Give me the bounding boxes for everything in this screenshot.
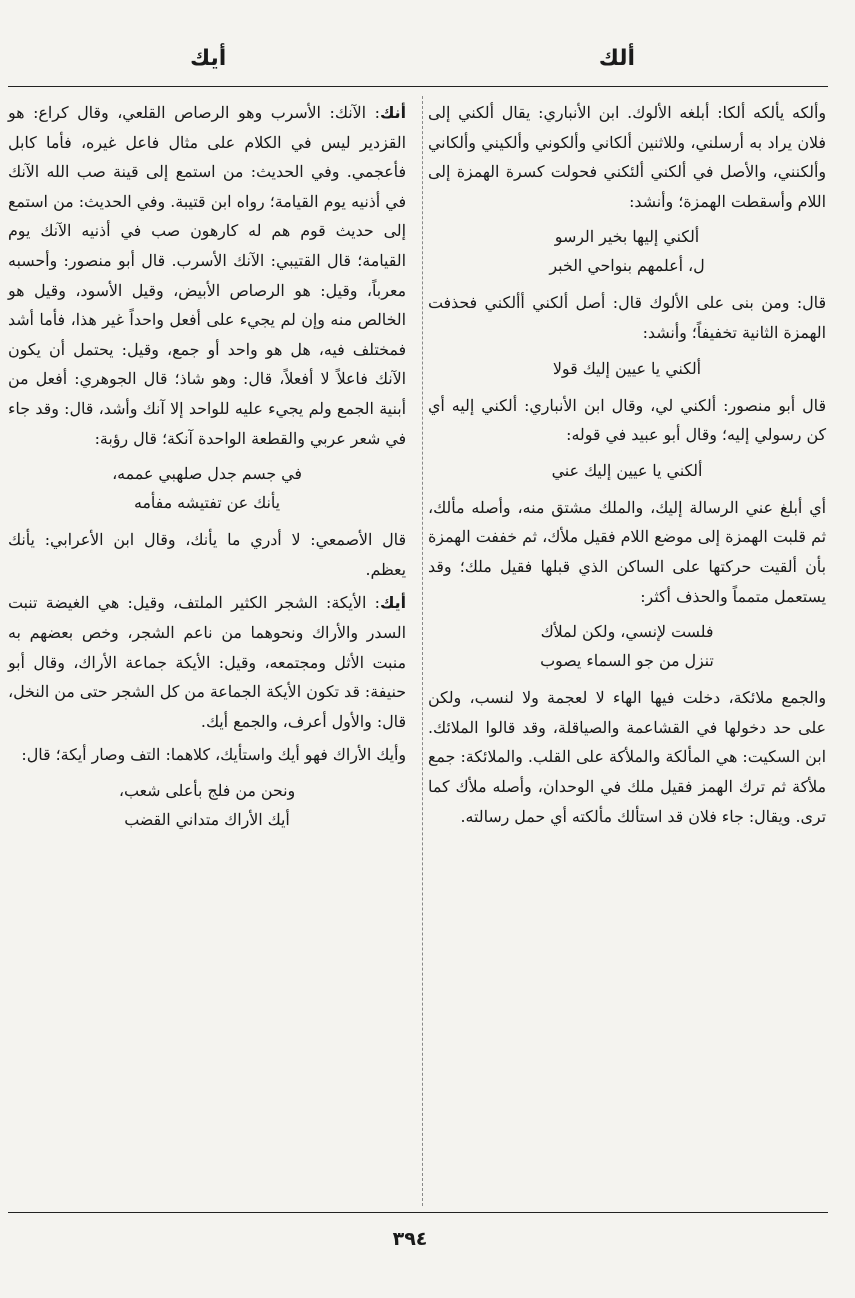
entry-headword: أنك	[379, 103, 406, 122]
verse-line: أيك الأراك متداني القضب	[124, 809, 290, 829]
verse-line: ألكني إليها بخير الرسو	[554, 227, 700, 247]
paragraph: قال أبو منصور: ألكني لي، وقال ابن الأنباري: ألكني إليه أي كن رسولي إليه؛ وقال أبو عبيد في قوله:	[428, 395, 826, 445]
verse	[428, 456, 826, 485]
verse	[428, 354, 826, 383]
paragraph: وأيك الأراك فهو أيك واستأيك، كلاهما: التف وصار أيكة؛ قال:	[21, 745, 406, 765]
entry-ayk	[8, 588, 406, 736]
page-header	[0, 40, 855, 80]
verse-line: تنزل من جو السماء يصوب	[540, 651, 714, 671]
entry-headword: أيك	[379, 593, 406, 613]
header-left-keyword: أيك	[190, 46, 227, 71]
header-rule	[8, 86, 828, 87]
left-column	[8, 98, 406, 842]
footer-rule	[8, 1212, 828, 1213]
entry-text: : الأيكة: الشجر الكثير الملتف، وقيل: هي الغيضة تنبت السدر والأراك ونحوهما من ناعم الشجر، وخص بعضهم به منبت الأثل ومجتمعه، وقيل: الأيكة جماعة الأراك، وقال أبو حنيفة: قد تكون الأيكة الجماعة من كل الشجر حتى من النخل، قال: والأول أعرف، والجمع أيك.	[8, 593, 406, 731]
verse-line: في جسم جدل صلهبي عممه،	[112, 464, 302, 484]
verse-line: فلست لإنسي، ولكن لملأك	[540, 622, 714, 642]
page-number: ٣٩٤	[392, 1228, 428, 1250]
entry-anak	[8, 98, 406, 453]
verse-line: ألكني يا عيين إليك عني	[551, 460, 703, 480]
column-divider	[422, 96, 423, 1206]
paragraph: وألكه يألكه ألكا: أبلغه الألوك. ابن الأنباري: يقال ألكني إلى فلان يراد به أرسلني، وللاثنين ألكاني وألكوني وألكيني وألكاني وألكنني، والأصل في ألكني ألئكني فحولت كسرة الهمزة إلى اللام وأسقطت الهمزة؛ وأنشد:	[428, 103, 826, 211]
verse-line: ونحن من فلج بأعلى شعب،	[118, 780, 296, 800]
paragraph: أي أبلغ عني الرسالة إليك، والملك مشتق منه، وأصله مألك، ثم قلبت الهمزة إلى موضع اللام فقيل ملأك، ثم خففت الهمزة بأن ألقيت حركتها على الساكن الذي قبلها فقيل ملك؛ وقد يستعمل متمماً والحذف أكثر:	[428, 497, 826, 606]
verse-line: ألكني يا عيين إليك قولا	[552, 358, 702, 378]
right-column	[428, 98, 826, 835]
verse	[428, 222, 826, 280]
paragraph: قال: ومن بنى على الألوك قال: أصل ألكني أألكني فحذفت الهمزة الثانية تخفيفاً؛ وأنشد:	[428, 293, 826, 342]
entry-text: : الآنك: الأسرب وهو الرصاص القلعي، وقال كراع: هو القزدير ليس في الكلام على مثال فاعل غيره، فأما كابل فأعجمي. وفي الحديث: من استمع إلى قينة صب الله الآنك في أذنيه يوم القيامة؛ رواه ابن قتيبة. وفي الحديث: من استمع إلى حديث قوم هم له كارهون صب في أذنيه الآنك يوم القيامة؛ قال القتيبي: الآنك الأسرب. قال أبو منصور: وأحسبه معرباً، وقيل: هو الرصاص الأبيض، وقيل الأسود، وقيل هو الخالص منه وإن لم يجيء على أفعل واحداً غير هذا، فأما أشد فمختلف فيه، هل هو واحد أو جمع، وقيل: يحتمل أن يكون الآنك فاعلاً لا أفعلاً، قال: وهو شاذ؛ قال الجوهري: أفعل من أبنية الجمع ولم يجيء عليه للواحد إلا آنك وأشد، قال: وقد جاء في شعر عربي والقطعة الواحدة آنكة؛ قال رؤبة:	[8, 103, 406, 448]
verse	[428, 617, 826, 675]
header-right-keyword: ألك	[598, 46, 635, 71]
paragraph: قال الأصمعي: لا أدري ما يأنك، وقال ابن الأعرابي: يأنك يعظم.	[8, 530, 406, 579]
verse-line: ل، أعلمهم بنواحي الخبر	[549, 256, 705, 276]
paragraph: والجمع ملائكة، دخلت فيها الهاء لا لعجمة ولا لنسب، ولكن على حد دخولها في القشاعمة والصياقلة، وقد قالوا الملائك. ابن السكيت: هي المألكة والملأكة على القلب. والملائكة: جمع ملأكة ثم ترك الهمز فقيل ملك في الوحدان، وأصله ملأك كما ترى. ويقال: جاء فلان قد استألك مألكته أي حمل رسالته.	[428, 688, 826, 826]
verse-line: يأنك عن تفتيشه مفأمه	[133, 493, 281, 513]
verse	[8, 776, 406, 834]
verse	[8, 459, 406, 517]
